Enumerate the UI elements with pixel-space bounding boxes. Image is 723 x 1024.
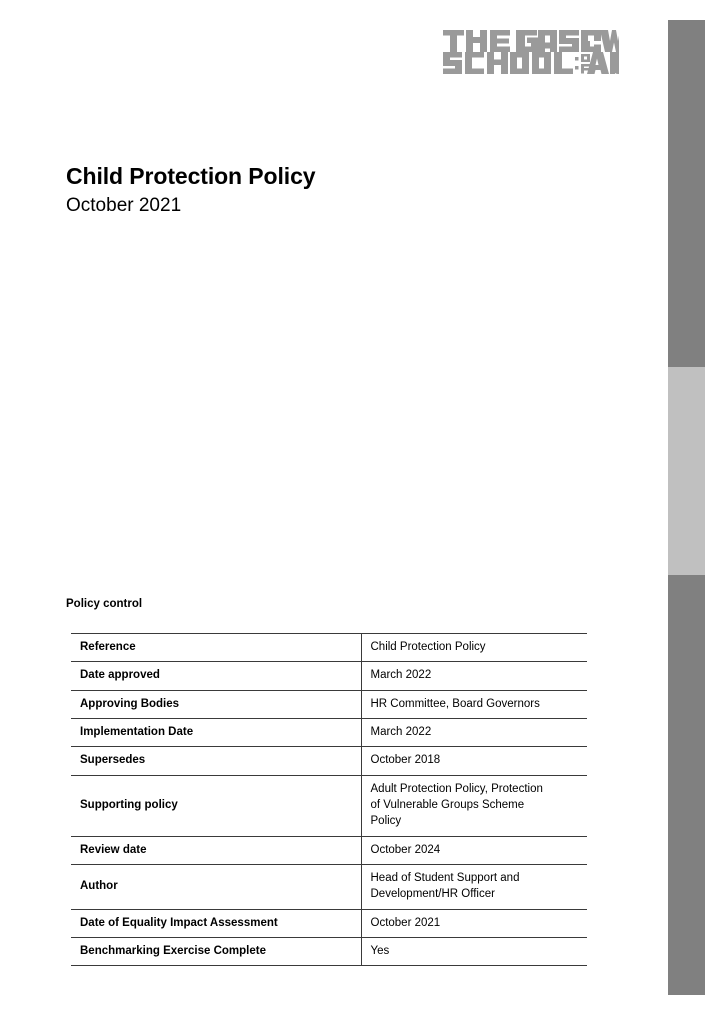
row-value: October 2021 [361, 909, 587, 937]
page-subtitle: October 2021 [66, 195, 182, 217]
row-value-line: Adult Protection Policy, Protection [370, 782, 543, 795]
row-label: Benchmarking Exercise Complete [71, 937, 361, 965]
row-value-line: of Vulnerable Groups Scheme [370, 798, 525, 811]
row-label: Approving Bodies [71, 690, 361, 718]
glasgow-school-of-art-logo [443, 28, 619, 74]
row-label: Date of Equality Impact Assessment [71, 909, 361, 937]
row-label: Author [71, 864, 361, 909]
row-label: Supersedes [71, 747, 361, 775]
row-value: March 2022 [361, 662, 587, 690]
row-label: Reference [71, 634, 361, 662]
table-row [71, 937, 587, 965]
side-bar-group [668, 20, 705, 995]
table-row [71, 909, 587, 937]
table-row [71, 690, 587, 718]
table-row [71, 836, 587, 864]
page-title: Child Protection Policy [66, 163, 316, 189]
table-row [71, 775, 587, 836]
row-value: October 2024 [361, 836, 587, 864]
table-row [71, 718, 587, 746]
policy-control-table-body [71, 634, 587, 966]
row-label: Date approved [71, 662, 361, 690]
side-bar-dark-top [668, 20, 705, 367]
row-value: HR Committee, Board Governors [361, 690, 587, 718]
row-label: Supporting policy [71, 775, 361, 836]
row-value [361, 864, 587, 909]
table-row [71, 747, 587, 775]
title-block [66, 163, 586, 218]
row-value: October 2018 [361, 747, 587, 775]
row-label: Review date [71, 836, 361, 864]
side-bar-dark-bottom [668, 575, 705, 995]
policy-control-heading: Policy control [66, 598, 143, 610]
table-row [71, 864, 587, 909]
row-value-line: Head of Student Support and [370, 871, 520, 884]
table-row [71, 634, 587, 662]
side-bar-light-middle [668, 367, 705, 575]
policy-control-table [71, 633, 587, 966]
row-value-line: Development/HR Officer [370, 888, 495, 901]
row-value: Yes [361, 937, 587, 965]
row-value: Child Protection Policy [361, 634, 587, 662]
row-label: Implementation Date [71, 718, 361, 746]
row-value: March 2022 [361, 718, 587, 746]
row-value-line: Policy [370, 815, 402, 828]
table-row [71, 662, 587, 690]
row-value [361, 775, 587, 836]
